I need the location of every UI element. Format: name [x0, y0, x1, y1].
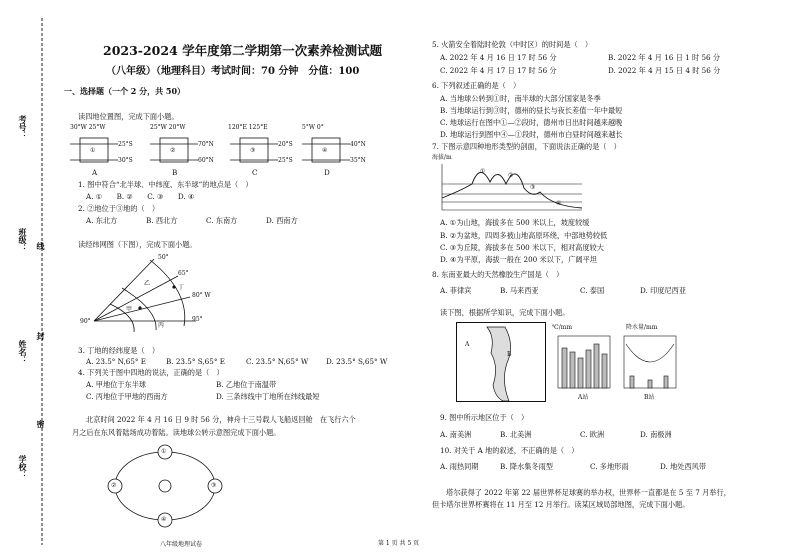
- q10-option-b[interactable]: B. 降水集冬雨型: [500, 462, 553, 471]
- map-label-a: A: [465, 341, 470, 348]
- climate-unit-left: ℃/mm: [552, 324, 573, 331]
- globe-label-90: 90°: [80, 318, 91, 325]
- globe-label-95: 95°: [192, 316, 203, 323]
- name-label: 姓名：: [18, 340, 28, 364]
- q10-text: 10. 对关于 A 地的叙述，不正确的是（ ）: [440, 446, 579, 455]
- grid-b-letter: B: [172, 168, 178, 177]
- grid-a-lon: 30°W 25°W: [70, 124, 106, 131]
- line-mark: 线: [36, 242, 46, 250]
- grid-d-lat2: 35°N: [350, 157, 366, 164]
- exam-subtitle: （八年级）（地理科目）考试时间：70 分钟 分值：100: [106, 66, 360, 77]
- orbit-mark-3: ③: [211, 482, 217, 489]
- q4-text: 4. 下列关于图中四地的说法，正确的是（ ）: [78, 368, 224, 377]
- globe-label-65: 65°: [178, 270, 189, 277]
- terrain-profile: [432, 154, 602, 214]
- climate-b-lines: [618, 330, 680, 400]
- intro-5-line1: 塔尔获得了 2022 年第 22 届世界杯足球赛的举办权，世界杯一直都是在 5 至 7 月举行，: [446, 488, 731, 497]
- binding-line: [40, 0, 44, 560]
- q7-option-b[interactable]: B. ②为盆地，四周多被山地高原环绕，中部地势较低: [440, 231, 608, 240]
- orbit-mark-1: ①: [161, 448, 167, 455]
- q5-option-a[interactable]: A. 2022 年 4 月 16 日 17 时 56 分: [440, 53, 557, 62]
- grid-b-mark: ②: [170, 147, 176, 154]
- climate-unit-right: 降水量/mm: [626, 324, 658, 331]
- climate-a-bars: [552, 330, 614, 400]
- terrain-ylabel: 海拔/m: [432, 154, 452, 161]
- q6-option-d[interactable]: D. 地球运行到图中④—①段时，德州市白昼时间越来越长: [440, 130, 623, 139]
- class-label: 班级：: [18, 228, 28, 252]
- seal-mark: 封: [36, 332, 46, 340]
- region-map-shape: [457, 323, 547, 403]
- terrain-mark-1: ①: [480, 168, 486, 175]
- q9-option-c[interactable]: C. 欧洲: [580, 430, 605, 439]
- q3-option-b[interactable]: B. 23.5° S,65° E: [166, 357, 225, 366]
- q6-option-a[interactable]: A. 当地球公转到①时，南半球的大部分国家是冬季: [440, 94, 601, 103]
- q8-text: 8. 东南亚最大的天然橡胶生产国是（ ）: [432, 270, 564, 279]
- q4-option-d[interactable]: D. 三条纬线中丁地所在纬线最短: [216, 392, 320, 401]
- footer-page: 第 1 页 共 5 页: [378, 540, 420, 547]
- grid-c-letter: C: [252, 168, 258, 177]
- q6-option-c[interactable]: C. 地球运行在图中①—②段时，德州市日出时间越来越晚: [440, 118, 623, 127]
- grid-b-lat2: 60°N: [198, 157, 214, 164]
- section-heading: 一、选择题（一个 2 分，共 50）: [64, 86, 186, 96]
- q1-text: 1. 图中符合“北半球、中纬度、东半球”的地点是（ ）: [78, 180, 253, 189]
- climate-chart-a: [552, 324, 614, 402]
- q3-option-a[interactable]: A. 23.5° N,65° E: [86, 357, 147, 366]
- q7-option-c[interactable]: C. ③为丘陵，海拔多在 500 米以下，相对高度较大: [440, 243, 604, 252]
- terrain-mark-4: ④: [556, 200, 562, 207]
- grid-d-lat1: 40°N: [350, 141, 366, 148]
- q6-option-b[interactable]: B. 当地球运行到③时，德州的昼长与夜长差值一年中最短: [440, 106, 623, 115]
- exam-no-label: 考号：: [18, 115, 28, 139]
- q9-option-a[interactable]: A. 南美洲: [440, 430, 472, 439]
- terrain-mark-2: ②: [508, 172, 514, 179]
- region-map: [456, 322, 546, 402]
- globe-label-50: 50°: [158, 254, 169, 261]
- grid-d-lon: 5°W 0°: [302, 124, 324, 131]
- q3-option-d[interactable]: D. 23.5° S,65° W: [326, 357, 388, 366]
- grid-c-lon: 120°E 125°E: [228, 124, 268, 131]
- map-label-b: B: [507, 351, 512, 358]
- q10-option-a[interactable]: A. 雨热同期: [440, 462, 479, 471]
- terrain-mark-3: ③: [530, 184, 536, 191]
- orbit-mark-4: ④: [161, 516, 167, 523]
- orbit-mark-2: ②: [111, 482, 117, 489]
- seal2-mark: 密: [36, 420, 46, 428]
- grid-b-lat1: 70°N: [198, 141, 214, 148]
- orbit-diagram: [100, 440, 230, 535]
- grid-b-lon: 25°W 20°W: [150, 124, 186, 131]
- q2-option-d[interactable]: D. 西南方: [266, 216, 298, 225]
- q5-option-b[interactable]: B. 2022 年 4 月 16 日 1 时 56 分: [608, 53, 721, 62]
- latlon-lines: [80, 254, 240, 344]
- intro-3-line1: 北京时间 2022 年 4 月 16 日 9 时 56 分，神舟十三号载人飞船返回舱 在飞行六个: [86, 415, 356, 424]
- q9-text: 9. 图中所示地区位于（ ）: [440, 413, 529, 422]
- q8-option-b[interactable]: B. 马来西亚: [500, 286, 539, 295]
- intro-3-line2: 月之后在东风着陆场成功着陆。读地球公转示意图完成下面小题。: [72, 428, 281, 437]
- q10-option-d[interactable]: D. 地处西风带: [660, 462, 707, 471]
- q2-option-a[interactable]: A. 东北方: [86, 216, 118, 225]
- climate-chart-b: [618, 324, 680, 402]
- exam-title: 2023-2024 学年度第二学期第一次素养检测试题: [103, 43, 383, 58]
- q7-text: 7. 下图示意四种地形类型的剖面，下面说法正确的是（ ）: [432, 142, 621, 151]
- footer-left: 八年级地理试卷: [160, 541, 203, 548]
- q8-option-d[interactable]: D. 印度尼西亚: [640, 286, 687, 295]
- q10-option-c[interactable]: C. 多地形雨: [590, 462, 629, 471]
- grid-c-mark: ③: [250, 147, 256, 154]
- q9-option-b[interactable]: B. 北美洲: [500, 430, 532, 439]
- q7-option-a[interactable]: A. ①为山地，海拔多在 500 米以上，坡度较缓: [440, 218, 590, 227]
- q8-option-c[interactable]: C. 泰国: [580, 286, 605, 295]
- grid-d-letter: D: [324, 168, 330, 177]
- grid-a-mark: ①: [90, 147, 96, 154]
- q6-text: 6. 下列叙述正确的是（ ）: [432, 81, 521, 90]
- terrain-lines: [432, 154, 602, 214]
- q5-option-c[interactable]: C. 2022 年 4 月 17 日 17 时 56 分: [440, 66, 557, 75]
- q4-option-b[interactable]: B. 乙地位于南温带: [216, 380, 277, 389]
- school-label: 学校：: [18, 455, 28, 479]
- grid-d-mark: ④: [322, 147, 328, 154]
- q8-option-a[interactable]: A. 菲律宾: [440, 286, 472, 295]
- globe-label-80w: 80° W: [192, 292, 211, 299]
- globe-label-bing: 丙: [158, 322, 165, 329]
- climate-b-label: B站: [644, 394, 655, 401]
- globe-label-yi: 乙: [144, 280, 151, 287]
- q7-option-d[interactable]: D. ④为平原，海拔一般在 200 米以下，广阔平坦: [440, 255, 597, 264]
- globe-label-jia: 甲: [126, 306, 133, 313]
- grid-a-letter: A: [92, 168, 98, 177]
- intro-1: 读四地位置图，完成下面小题。: [78, 112, 179, 121]
- grid-figure: [70, 122, 410, 180]
- grid-c-lat2: 25°S: [278, 157, 293, 164]
- q3-option-c[interactable]: C. 23.5° N,65° W: [246, 357, 309, 366]
- grid-a-lat1: 25°S: [118, 141, 133, 148]
- intro-4: 读下图，根据所学知识，完成下面小题。: [440, 308, 570, 317]
- q4-option-a[interactable]: A. 甲地位于东半球: [86, 380, 147, 389]
- climate-a-label: A站: [578, 394, 589, 401]
- q5-text: 5. 火箭安全着陆时伦敦（中时区）的时间是（ ）: [432, 40, 593, 49]
- intro-5-line2: 但卡塔尔世界杯赛将在 11 月至 12 月举行。读某区域局部地图，完成下面小题。: [432, 500, 690, 509]
- q2-text: 2. ②地位于③地的（ ）: [78, 204, 160, 213]
- grid-a-lat2: 30°S: [118, 157, 133, 164]
- intro-2: 读经纬网图（下图），完成下面小题。: [78, 240, 197, 249]
- q5-option-d[interactable]: D. 2022 年 4 月 15 日 4 时 56 分: [608, 66, 721, 75]
- q9-option-d[interactable]: D. 南极洲: [640, 430, 672, 439]
- q2-option-b[interactable]: B. 西北方: [146, 216, 178, 225]
- q4-option-c[interactable]: C. 丙地位于甲地的西南方: [86, 392, 168, 401]
- globe-label-ding: 丁: [178, 284, 185, 291]
- latlon-diagram: [80, 254, 240, 344]
- q1-options[interactable]: A. ① B. ② C. ③ D. ④: [86, 192, 195, 201]
- q3-text: 3. 丁地的经纬度是（ ）: [78, 346, 160, 355]
- grid-c-lat1: 20°S: [278, 141, 293, 148]
- q2-option-c[interactable]: C. 东南方: [206, 216, 238, 225]
